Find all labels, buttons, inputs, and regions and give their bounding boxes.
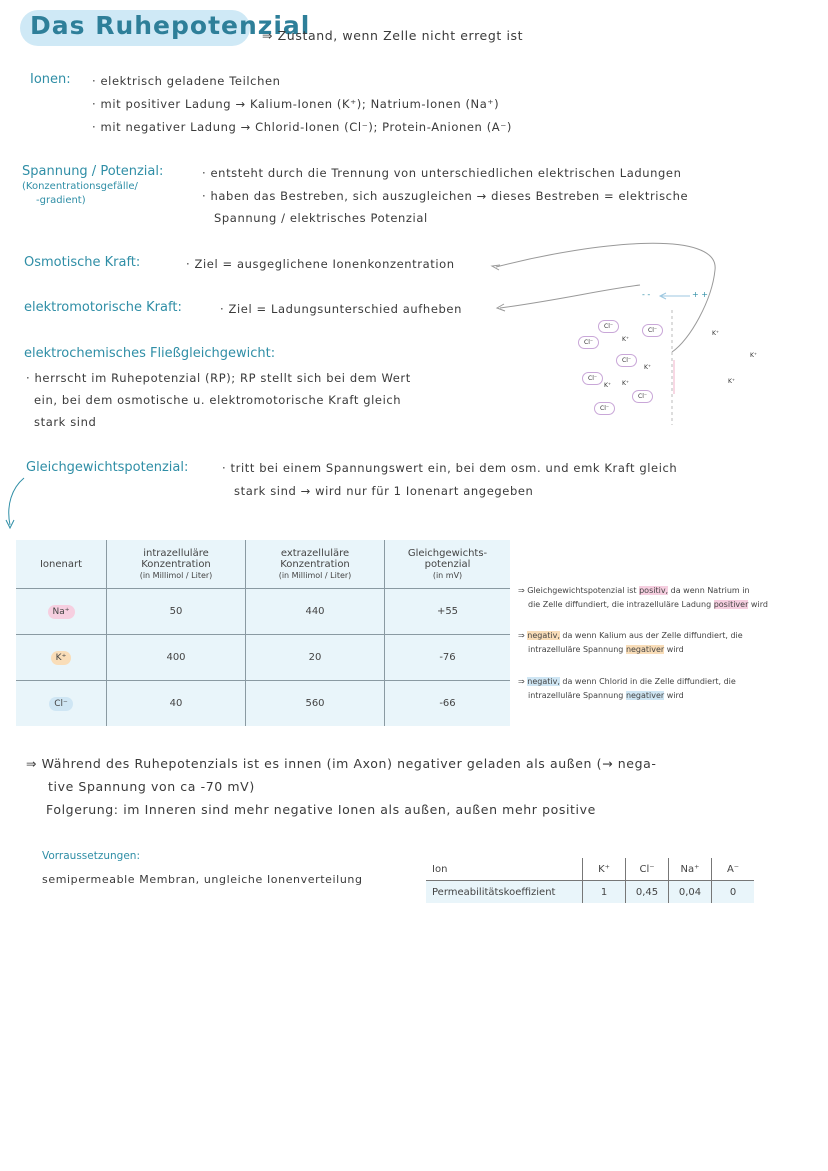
note-highlight: negativ, bbox=[527, 631, 560, 640]
header-extra-title: extrazelluläre Konzentration bbox=[280, 547, 350, 570]
perm-header-row bbox=[426, 858, 754, 881]
ion-na: Na⁺ bbox=[48, 605, 75, 619]
osmotisch-label: Osmotische Kraft: bbox=[24, 255, 141, 270]
row-ion bbox=[16, 681, 107, 727]
ion-bubble: Cl⁻ bbox=[642, 324, 663, 337]
perm-row bbox=[426, 881, 754, 904]
perm-header-na: Na⁺ bbox=[669, 858, 712, 881]
permeability-table bbox=[426, 858, 754, 903]
diagram-top-plus: + + bbox=[692, 290, 708, 299]
table-row bbox=[16, 589, 510, 635]
ion-label: K⁺ bbox=[712, 330, 720, 337]
note-chloride bbox=[518, 675, 736, 703]
ion-label: K⁺ bbox=[644, 364, 652, 371]
gleich-line-1: · tritt bei einem Spannungswert ein, bei dem osm. und emk Kraft gleich bbox=[222, 461, 678, 475]
perm-header-a: A⁻ bbox=[712, 858, 755, 881]
row-extra: 20 bbox=[246, 635, 385, 681]
ion-bubble: Cl⁻ bbox=[578, 336, 599, 349]
spannung-line-1: · entsteht durch die Trennung von unterschiedlichen elektrischen Ladungen bbox=[202, 166, 682, 180]
connector-arrows bbox=[0, 0, 828, 560]
header-intra-unit: (in Millimol / Liter) bbox=[139, 570, 213, 580]
ion-label: K⁺ bbox=[728, 378, 736, 385]
perm-value-k: 1 bbox=[583, 881, 626, 904]
ion-bubble: Cl⁻ bbox=[582, 372, 603, 385]
note-highlight: negativer bbox=[625, 645, 665, 654]
note-text: die Zelle diffundiert, die intrazelluläre Ladung bbox=[528, 600, 712, 609]
note-text: intrazelluläre Spannung bbox=[528, 691, 624, 700]
note-text: wird bbox=[666, 691, 684, 700]
row-extra: 440 bbox=[246, 589, 385, 635]
ion-label: K⁺ bbox=[604, 382, 612, 389]
ion-k: K⁺ bbox=[51, 651, 72, 665]
row-intra: 40 bbox=[107, 681, 246, 727]
gleich-label: Gleichgewichtspotenzial: bbox=[26, 460, 189, 475]
note-text: wird bbox=[666, 645, 684, 654]
equilibrium-table bbox=[16, 540, 510, 726]
title-definition: ⇒ Zustand, wenn Zelle nicht erregt ist bbox=[262, 28, 524, 43]
ion-label: K⁺ bbox=[622, 336, 630, 343]
row-gg: +55 bbox=[385, 589, 511, 635]
ion-bubble: Cl⁻ bbox=[632, 390, 653, 403]
note-text: da wenn Natrium in bbox=[670, 586, 750, 595]
conclusion-line-3: Folgerung: im Inneren sind mehr negative Ionen als außen, außen mehr positive bbox=[46, 802, 596, 817]
perm-value-cl: 0,45 bbox=[626, 881, 669, 904]
header-extra bbox=[246, 540, 385, 589]
note-text: wird bbox=[750, 600, 768, 609]
row-ion bbox=[16, 589, 107, 635]
header-gg-title: Gleichgewichts-potenzial bbox=[407, 547, 488, 570]
ion-bubble: Cl⁻ bbox=[598, 320, 619, 333]
fliess-label: elektrochemisches Fließgleichgewicht: bbox=[24, 346, 276, 361]
note-highlight: positiv, bbox=[639, 586, 669, 595]
header-ion: Ionenart bbox=[39, 558, 83, 570]
conclusion-line-2: tive Spannung von ca -70 mV) bbox=[48, 779, 255, 794]
ion-bubble: Cl⁻ bbox=[616, 354, 637, 367]
conclusion-line-1: ⇒ Während des Ruhepotenzials ist es innen (im Axon) negativer geladen als außen (→ nega- bbox=[26, 756, 657, 771]
note-text: ⇒ bbox=[518, 677, 525, 686]
header-extra-unit: (in Millimol / Liter) bbox=[278, 570, 352, 580]
row-intra: 400 bbox=[107, 635, 246, 681]
note-text: ⇒ Gleichgewichtspotenzial ist bbox=[518, 586, 637, 595]
row-extra: 560 bbox=[246, 681, 385, 727]
header-intra-title: intrazelluläre Konzentration bbox=[141, 547, 211, 570]
note-highlight: negativer bbox=[625, 691, 665, 700]
membrane-diagram bbox=[570, 290, 820, 430]
header-intra bbox=[107, 540, 246, 589]
header-gg bbox=[385, 540, 511, 589]
perm-value-na: 0,04 bbox=[669, 881, 712, 904]
table-row bbox=[16, 635, 510, 681]
ionen-line-1: · elektrisch geladene Teilchen bbox=[92, 74, 281, 88]
perm-header-cl: Cl⁻ bbox=[626, 858, 669, 881]
spannung-sub-1: (Konzentrationsgefälle/ bbox=[22, 181, 138, 192]
spannung-line-3: Spannung / elektrisches Potenzial bbox=[214, 211, 428, 225]
note-potassium bbox=[518, 629, 743, 657]
perm-row-label: Permeabilitätskoeffizient bbox=[432, 886, 556, 898]
perm-value-a: 0 bbox=[712, 881, 755, 904]
ion-label: K⁺ bbox=[622, 380, 630, 387]
note-sodium bbox=[518, 584, 768, 612]
emk-text: · Ziel = Ladungsunterschied aufheben bbox=[220, 302, 462, 316]
perm-header-k: K⁺ bbox=[583, 858, 626, 881]
voraus-text: semipermeable Membran, ungleiche Ionenverteilung bbox=[42, 873, 363, 886]
row-gg: -76 bbox=[385, 635, 511, 681]
spannung-sub-2: -gradient) bbox=[36, 195, 86, 206]
row-gg: -66 bbox=[385, 681, 511, 727]
ionen-line-2: · mit positiver Ladung → Kalium-Ionen (K⁺); Natrium-Ionen (Na⁺) bbox=[92, 97, 500, 111]
fliess-line-3: stark sind bbox=[34, 415, 97, 429]
spannung-label: Spannung / Potenzial: bbox=[22, 164, 164, 179]
note-text: da wenn Kalium aus der Zelle diffundiert, die bbox=[562, 631, 743, 640]
osmotisch-text: · Ziel = ausgeglichene Ionenkonzentration bbox=[186, 257, 455, 271]
row-intra: 50 bbox=[107, 589, 246, 635]
note-text: da wenn Chlorid in die Zelle diffundiert, die bbox=[562, 677, 736, 686]
ionen-line-3: · mit negativer Ladung → Chlorid-Ionen (Cl⁻); Protein-Anionen (A⁻) bbox=[92, 120, 512, 134]
gleich-line-2: stark sind → wird nur für 1 Ionenart angegeben bbox=[234, 484, 534, 498]
ion-cl: Cl⁻ bbox=[49, 697, 73, 711]
note-text: intrazelluläre Spannung bbox=[528, 645, 624, 654]
perm-header-ion: Ion bbox=[426, 858, 583, 881]
fliess-line-1: · herrscht im Ruhepotenzial (RP); RP stellt sich bei dem Wert bbox=[26, 371, 411, 385]
note-highlight: positiver bbox=[713, 600, 749, 609]
emk-label: elektromotorische Kraft: bbox=[24, 300, 182, 315]
ionen-label: Ionen: bbox=[30, 72, 71, 87]
table-header-row bbox=[16, 540, 510, 589]
table-row bbox=[16, 681, 510, 727]
ion-label: K⁺ bbox=[750, 352, 758, 359]
diagram-top-minus: - - bbox=[642, 290, 651, 299]
fliess-line-2: ein, bei dem osmotische u. elektromotorische Kraft gleich bbox=[34, 393, 402, 407]
note-text: ⇒ bbox=[518, 631, 525, 640]
note-highlight: negativ, bbox=[527, 677, 560, 686]
header-gg-unit: (in mV) bbox=[432, 570, 463, 580]
page-title: Das Ruhepotenzial bbox=[30, 11, 311, 40]
voraus-label: Vorraussetzungen: bbox=[42, 850, 140, 862]
ion-bubble: Cl⁻ bbox=[594, 402, 615, 415]
row-ion bbox=[16, 635, 107, 681]
spannung-line-2: · haben das Bestreben, sich auszugleichen → dieses Bestreben = elektrische bbox=[202, 189, 689, 203]
